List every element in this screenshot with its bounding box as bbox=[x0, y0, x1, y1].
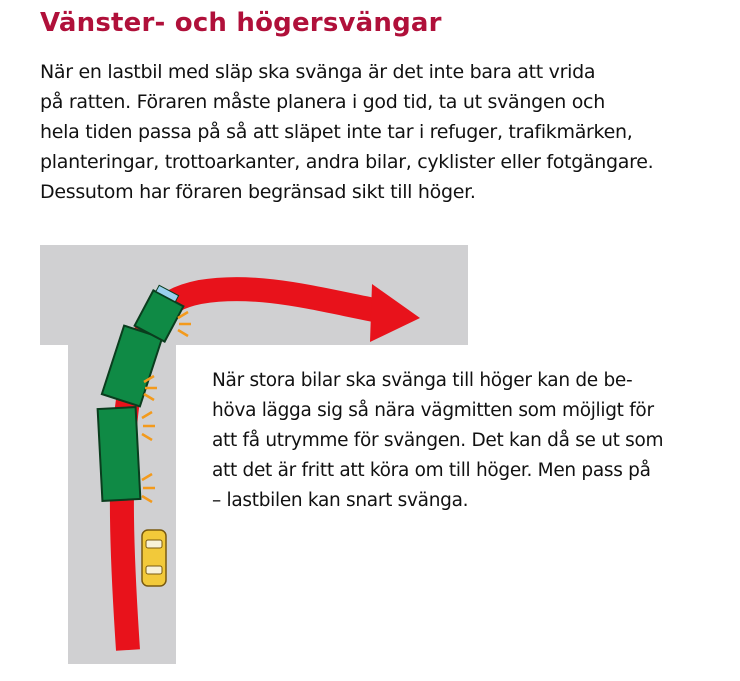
intro-line: När en lastbil med släp ska svänga är det inte bara att vrida bbox=[40, 61, 596, 83]
caption-line: – lastbilen kan snart svänga. bbox=[212, 490, 469, 511]
caption-line: När stora bilar ska svänga till höger kan de be- bbox=[212, 370, 633, 391]
intro-line: på ratten. Föraren måste planera i god tid, ta ut svängen och bbox=[40, 91, 605, 113]
caption-line: att det är fritt att köra om till höger. Men pass på bbox=[212, 460, 651, 481]
intro-line: hela tiden passa på så att släpet inte tar i refuger, trafikmärken, bbox=[40, 121, 633, 143]
car-icon bbox=[142, 530, 166, 586]
intro-line: planteringar, trottoarkanter, andra bilar, cyklister eller fotgängare. bbox=[40, 151, 654, 173]
page-title: Vänster- och högersvängar bbox=[40, 8, 442, 38]
caption-line: höva lägga sig så nära vägmitten som möjligt för bbox=[212, 400, 654, 421]
truck-trailer bbox=[98, 407, 141, 501]
intro-line: Dessutom har föraren begränsad sikt till höger. bbox=[40, 181, 476, 203]
caption-line: att få utrymme för svängen. Det kan då se ut som bbox=[212, 430, 664, 451]
caption-paragraph bbox=[212, 366, 722, 516]
